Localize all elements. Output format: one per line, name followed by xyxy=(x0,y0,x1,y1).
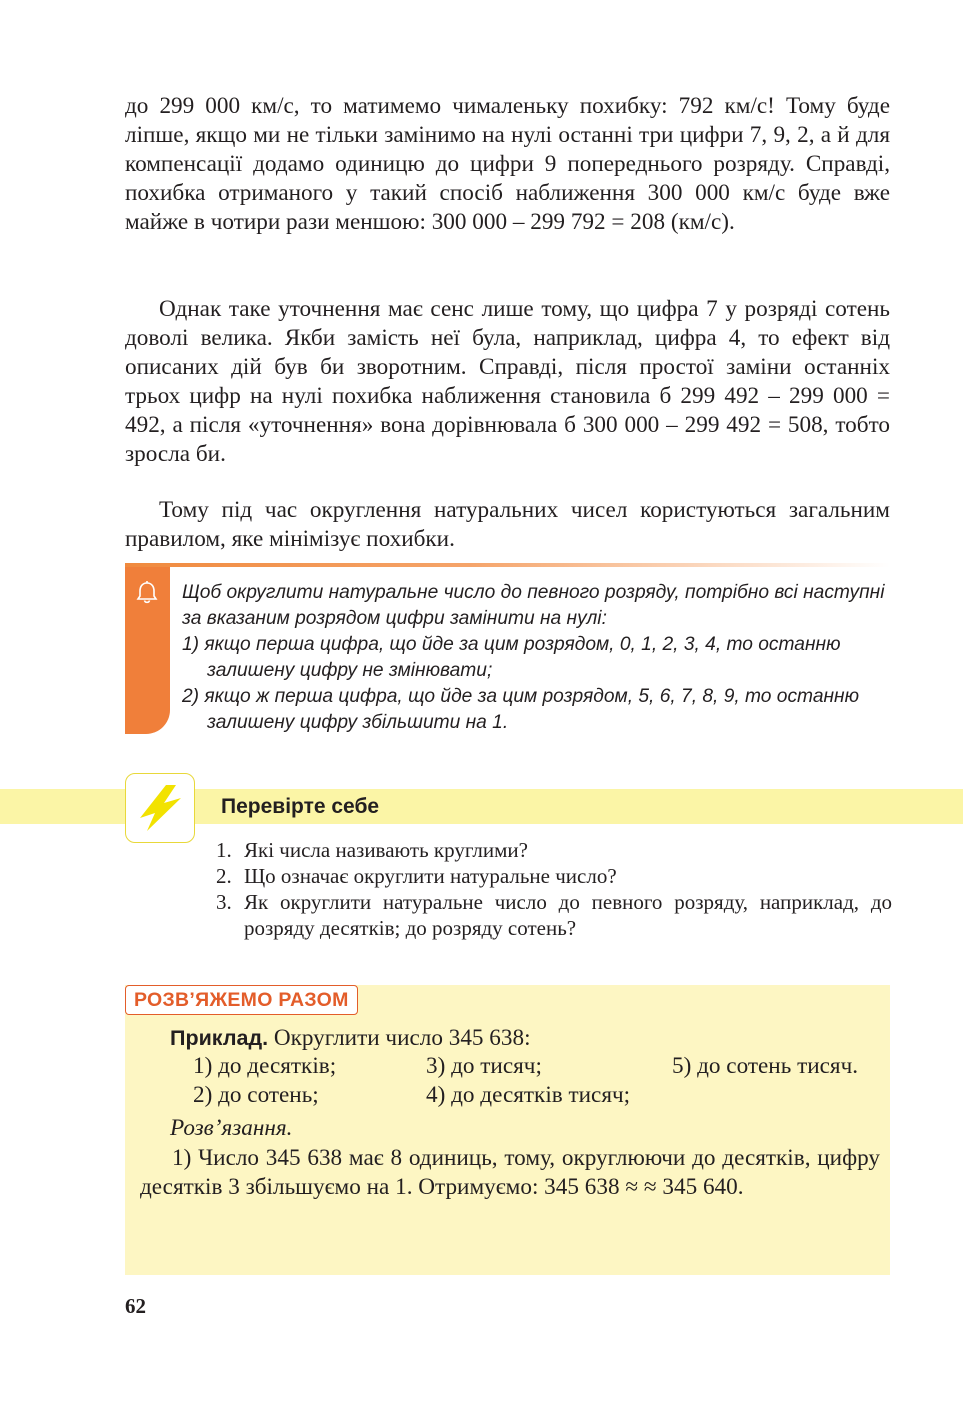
rule-item-1: 1) якщо перша цифра, що йде за цим розрядом, 0, 1, 2, 3, 4, то останню залишену цифру не змінювати; xyxy=(182,634,841,681)
option-ten-thousands: 4) до десятків тисяч; xyxy=(426,1082,631,1108)
solution-text: 1) Число 345 638 має 8 одиниць, тому, округлюючи до десятків, цифру десятків 3 збільшуємо на 1. Отримуємо: 345 638 ≈ ≈ 345 640. xyxy=(140,1145,880,1200)
bell-icon xyxy=(133,579,161,607)
paragraph-refinement: Однак таке уточнення має сенс лише тому, що цифра 7 у розряді сотень доволі велика. Якби замість неї була, наприклад, цифра 4, то ефект від описаних дій був би зворотним. Справді, після простої заміни останніх трьох цифр на нулі похибка наближення становила б 299 492 – 299 000 = 492, а після «уточнення» вона дорівнювала б 300 000 – 299 492 = 508, тобто зросла би. xyxy=(125,296,890,467)
check-yourself-title: Перевірте себе xyxy=(221,795,380,818)
rule-text xyxy=(182,580,894,736)
option-hundreds: 2) до сотень; xyxy=(193,1082,319,1108)
question-number: 3. xyxy=(216,890,232,914)
question-text: Як округлити натуральне число до певного розряду, наприклад, до розряду десятків; до розряду сотень? xyxy=(244,890,892,940)
rule-accent-tab xyxy=(125,567,170,734)
question-text: Які числа називають круглими? xyxy=(244,838,528,862)
lightning-icon xyxy=(125,773,195,843)
example-task: Округлити число 345 638: xyxy=(268,1025,531,1051)
list-item xyxy=(216,837,892,863)
rule-item-2: 2) якщо ж перша цифра, що йде за цим розрядом, 5, 6, 7, 8, 9, то останню залишену цифру збільшити на 1. xyxy=(182,686,860,733)
paragraph-continuation: до 299 000 км/с, то матимемо чималеньку похибку: 792 км/с! Тому буде ліпше, якщо ми не тільки замінимо на нулі останні три цифри 7, 9, 2, а й для компенсації додамо одиницю до цифри 9 попереднього розряду. Справді, похибка отриманого у такий спосіб наближення 300 000 км/с буде вже майже в чотири рази меншою: 300 000 – 299 792 = 208 (км/с). xyxy=(125,93,890,235)
option-tens: 1) до десятків; xyxy=(193,1053,337,1079)
question-number: 2. xyxy=(216,864,232,888)
option-thousands: 3) до тисяч; xyxy=(426,1053,542,1079)
question-list xyxy=(216,837,892,941)
solve-together-label: РОЗВ’ЯЖЕМО РАЗОМ xyxy=(125,985,358,1015)
option-hundred-thousands: 5) до сотень тисяч. xyxy=(672,1053,859,1079)
question-number: 1. xyxy=(216,838,232,862)
example-heading xyxy=(170,1024,531,1053)
question-text: Що означає округлити натуральне число? xyxy=(244,864,617,888)
list-item xyxy=(216,889,892,941)
paragraph-general-rule: Тому під час округлення натуральних чисел користуються загальним правилом, яке мінімізує похибки. xyxy=(125,497,890,552)
solution-heading: Розв’язання. xyxy=(170,1115,293,1141)
example-label: Приклад. xyxy=(170,1026,269,1050)
rule-top-line xyxy=(125,563,890,567)
list-item xyxy=(216,863,892,889)
page-number: 62 xyxy=(125,1294,146,1318)
rule-intro: Щоб округлити натуральне число до певного розряду, потрібно всі наступні за вказаним розрядом цифри замінити на нулі: xyxy=(182,582,885,629)
